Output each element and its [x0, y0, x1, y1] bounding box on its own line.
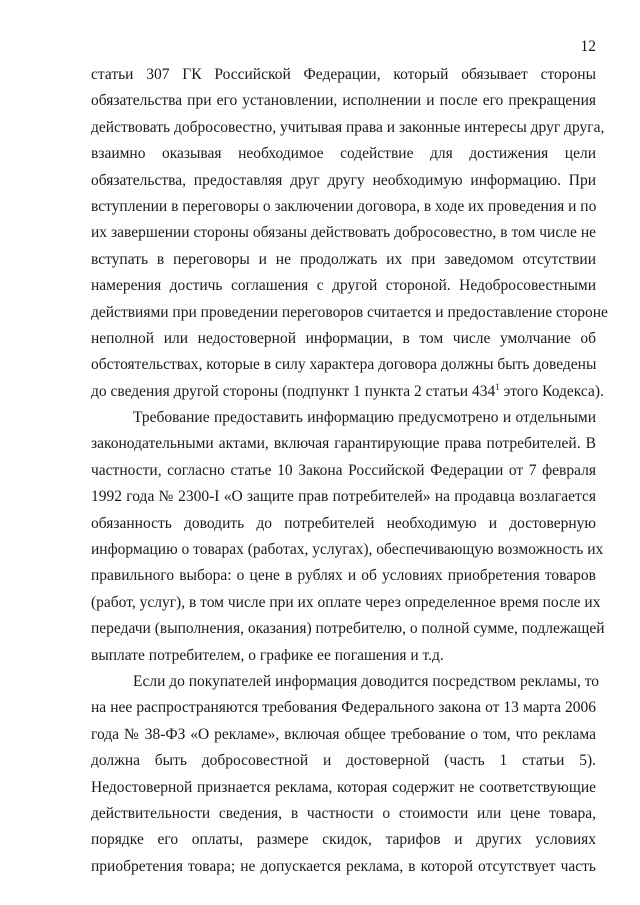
- paragraph-1-line-10: действиями при проведении переговоров считается и предоставление стороне: [91, 303, 608, 321]
- paragraph-1-line-8: вступать в переговоры и не продолжать их при заведомом отсутствии: [91, 250, 596, 268]
- page-number: 12: [580, 38, 596, 55]
- paragraph-3-line-4: должна быть добросовестной и достоверной (часть 1 статьи 5).: [91, 752, 596, 770]
- paragraph-1-line-13-text: до сведения другой стороны (подпункт 1 пункта 2 статьи 434: [91, 382, 496, 400]
- paragraph-1-line-5: обязательства, предоставляя друг другу необходимую информацию. При: [91, 171, 596, 189]
- paragraph-1-line-6: вступлении в переговоры о заключении договора, в ходе их проведения и по: [91, 197, 597, 215]
- paragraph-2-line-6: информацию о товарах (работах, услугах), обеспечивающую возможность их: [91, 541, 604, 559]
- paragraph-3-line-5: Недостоверной признается реклама, которая содержит не соответствующие: [91, 778, 596, 796]
- paragraph-2-line-8: (работ, услуг), в том числе при их оплате через определенное время после их: [91, 593, 601, 611]
- paragraph-2-line-9: передачи (выполнения, оказания) потребителю, о полной сумме, подлежащей: [91, 620, 605, 638]
- paragraph-1-line-7: их завершении стороны обязаны действовать добросовестно, в том числе не: [91, 224, 596, 242]
- paragraph-1-line-1: статьи 307 ГК Российской Федерации, который обязывает стороны: [91, 66, 596, 83]
- paragraph-2-line-4: 1992 года № 2300-I «О защите прав потребителей» на продавца возлагается: [91, 488, 596, 506]
- document-body: [91, 62, 608, 880]
- paragraph-3-line-7: порядке его оплаты, размере скидок, тарифов и других условиях: [91, 831, 596, 849]
- paragraph-2-line-1: Требование предоставить информацию предусмотрено и отдельными: [133, 409, 596, 427]
- paragraph-2-line-7: правильного выбора: о цене в рублях и об условиях приобретения товаров: [91, 567, 596, 585]
- paragraph-3-line-1: Если до покупателей информация доводится посредством рекламы, то: [133, 672, 600, 690]
- paragraph-1-line-13: [91, 379, 604, 405]
- paragraph-1-line-4: взаимно оказывая необходимое содействие для достижения цели: [91, 145, 596, 163]
- paragraph-3-line-3: года № 38-ФЗ «О рекламе», включая общее требование о том, что реклама: [91, 725, 596, 743]
- paragraph-1-line-12: обстоятельствах, которые в силу характера договора должны быть доведены: [91, 356, 597, 374]
- paragraph-3-line-2: на нее распространяются требования Федерального закона от 13 марта 2006: [91, 699, 596, 717]
- paragraph-1-line-11: неполной или недостоверной информации, в том числе умолчание об: [91, 329, 596, 347]
- paragraph-3-line-6: действительности сведения, в частности о стоимости или цене товара,: [91, 804, 596, 822]
- paragraph-1-line-13-end: этого Кодекса).: [499, 382, 604, 400]
- paragraph-1-line-9: намерения достичь соглашения с другой стороной. Недобросовестными: [91, 277, 596, 295]
- paragraph-2-line-2: законодательными актами, включая гарантирующие права потребителей. В: [91, 435, 596, 453]
- paragraph-3-line-8: приобретения товара; не допускается реклама, в которой отсутствует часть: [91, 857, 596, 875]
- paragraph-2-line-3: частности, согласно статье 10 Закона Российской Федерации от 7 февраля: [91, 461, 596, 479]
- article-superscript: 1: [495, 381, 500, 392]
- paragraph-1-line-2: обязательства при его установлении, исполнении и после его прекращения: [91, 92, 596, 110]
- paragraph-1-line-3: действовать добросовестно, учитывая права и законные интересы друг друга,: [91, 118, 605, 136]
- paragraph-2-line-5: обязанность доводить до потребителей необходимую и достоверную: [91, 514, 596, 532]
- paragraph-2-line-10: выплате потребителем, о графике ее погашения и т.д.: [91, 646, 444, 664]
